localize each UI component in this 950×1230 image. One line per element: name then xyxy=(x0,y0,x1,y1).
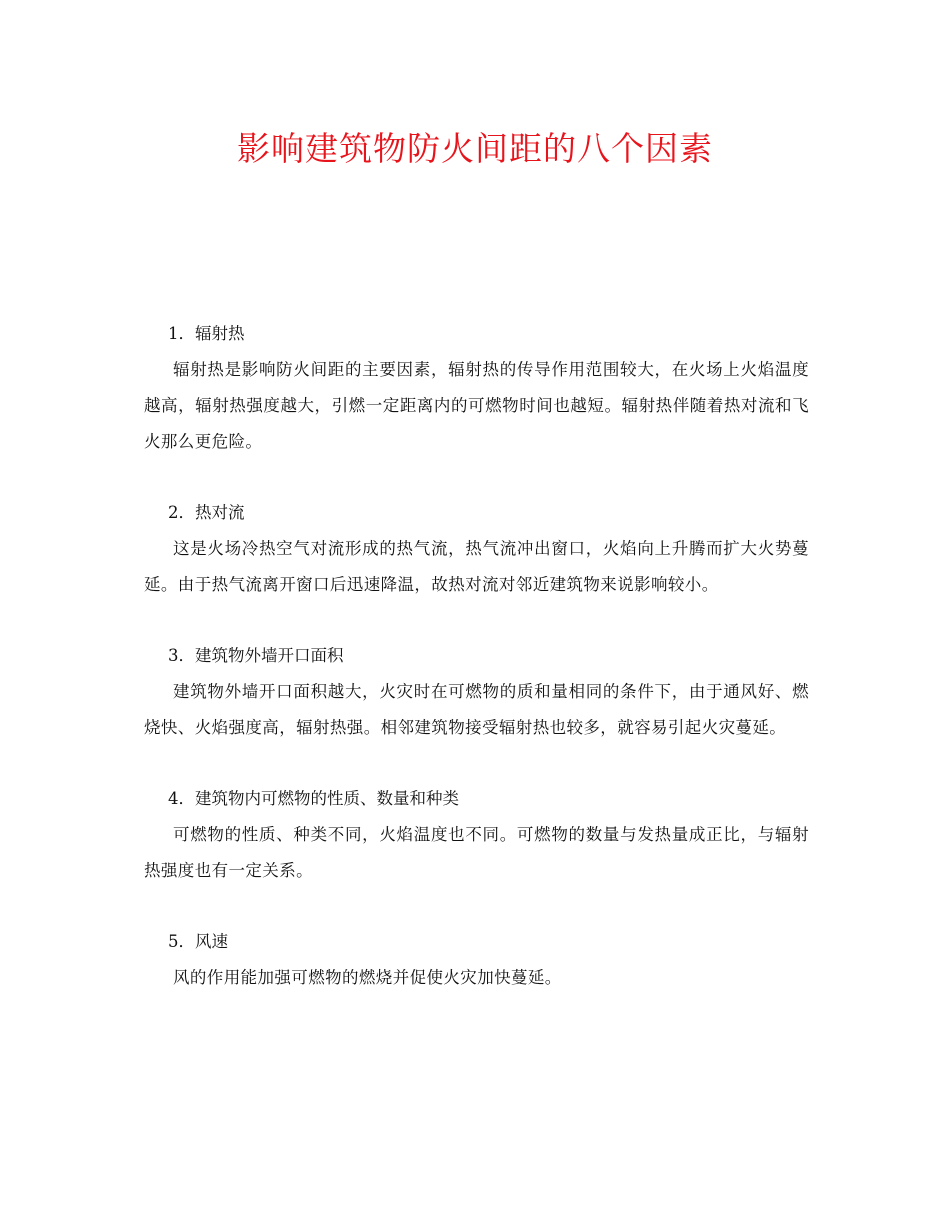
section-body: 风的作用能加强可燃物的燃烧并促使火灾加快蔓延。 xyxy=(173,968,562,987)
section-body: 建筑物外墙开口面积越大，火灾时在可燃物的质和量相同的条件下，由于通风好、燃烧快、火焰强度高，辐射热强。相邻建筑物接受辐射热也较多，就容易引起火灾蔓延。 xyxy=(144,682,809,737)
section-heading: 3．建筑物外墙开口面积 xyxy=(168,646,344,665)
section-wind-speed xyxy=(144,924,809,996)
section-combustibles xyxy=(144,781,809,889)
document-title: 影响建筑物防火间距的八个因素 xyxy=(237,129,713,168)
section-body: 辐射热是影响防火间距的主要因素，辐射热的传导作用范围较大，在火场上火焰温度越高，辐射热强度越大，引燃一定距离内的可燃物时间也越短。辐射热伴随着热对流和飞火那么更危险。 xyxy=(144,360,809,451)
document-content xyxy=(144,316,809,1031)
section-convection xyxy=(144,495,809,603)
section-heading: 2．热对流 xyxy=(168,503,245,522)
section-wall-openings xyxy=(144,638,809,746)
section-heading: 4．建筑物内可燃物的性质、数量和种类 xyxy=(168,789,459,808)
section-heading: 5．风速 xyxy=(168,932,228,951)
section-heading: 1．辐射热 xyxy=(168,324,245,343)
section-body: 这是火场冷热空气对流形成的热气流，热气流冲出窗口，火焰向上升腾而扩大火势蔓延。由于热气流离开窗口后迅速降温，故热对流对邻近建筑物来说影响较小。 xyxy=(144,539,809,594)
section-body: 可燃物的性质、种类不同，火焰温度也不同。可燃物的数量与发热量成正比，与辐射热强度也有一定关系。 xyxy=(144,825,809,880)
section-radiant-heat xyxy=(144,316,809,460)
